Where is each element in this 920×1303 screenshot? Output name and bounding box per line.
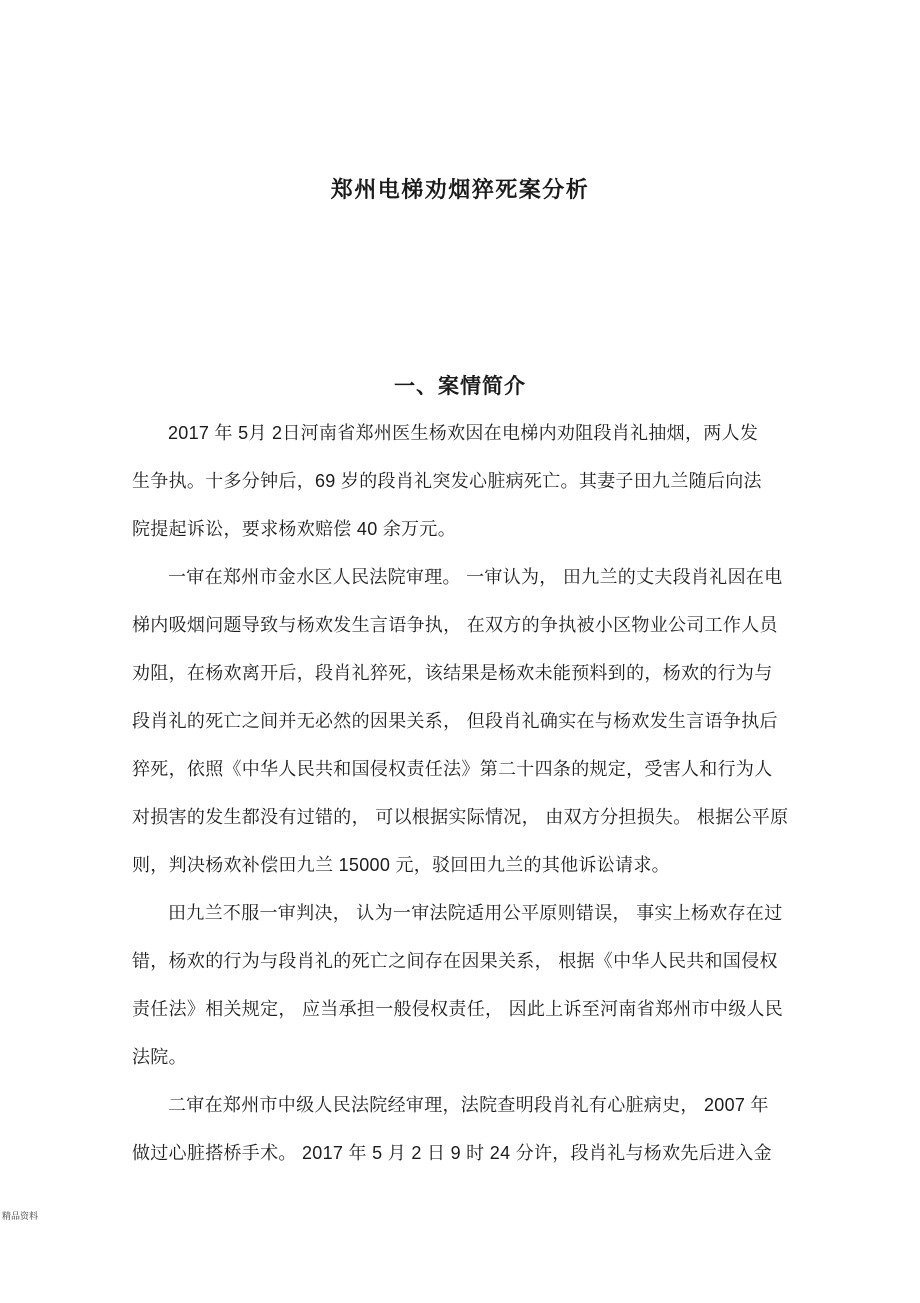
- body-line: 对损害的发生都没有过错的， 可以根据实际情况， 由双方分担损失。 根据公平原: [132, 807, 789, 827]
- document-body: [132, 421, 792, 1189]
- body-line: 错，杨欢的行为与段肖礼的死亡之间存在因果关系， 根据《中华人民共和国侵权: [132, 951, 778, 971]
- body-line: 责任法》相关规定， 应当承担一般侵权责任， 因此上诉至河南省郑州市中级人民: [132, 999, 784, 1019]
- body-line: 则，判决杨欢补偿田九兰 15000 元，驳回田九兰的其他诉讼请求。: [132, 855, 670, 875]
- footer-watermark: 精品资料: [2, 1211, 39, 1221]
- body-line: 田九兰不服一审判决， 认为一审法院适用公平原则错误， 事实上杨欢存在过: [168, 903, 783, 923]
- body-line: 劝阻，在杨欢离开后，段肖礼猝死，该结果是杨欢未能预料到的，杨欢的行为与: [132, 663, 773, 683]
- body-line: 二审在郑州市中级人民法院经审理，法院查明段肖礼有心脏病史， 2007 年: [168, 1095, 769, 1115]
- body-line: 法院。: [132, 1047, 187, 1067]
- section-heading: 一、案情简介: [394, 375, 526, 398]
- body-line: 院提起诉讼，要求杨欢赔偿 40 余万元。: [132, 519, 457, 539]
- document-title: 郑州电梯劝烟猝死案分析: [330, 177, 590, 202]
- body-line: 做过心脏搭桥手术。 2017 年 5 月 2 日 9 时 24 分许，段肖礼与杨欢先后进入金: [132, 1143, 772, 1163]
- body-line: 梯内吸烟问题导致与杨欢发生言语争执， 在双方的争执被小区物业公司工作人员: [132, 615, 778, 635]
- body-line: 2017 年 5月 2日河南省郑州医生杨欢因在电梯内劝阻段肖礼抽烟，两人发: [168, 423, 759, 443]
- body-line: 段肖礼的死亡之间并无必然的因果关系， 但段肖礼确实在与杨欢发生言语争执后: [132, 711, 778, 731]
- body-line: 猝死，依照《中华人民共和国侵权责任法》第二十四条的规定，受害人和行为人: [132, 759, 773, 779]
- body-line: 生争执。十多分钟后，69 岁的段肖礼突发心脏病死亡。其妻子田九兰随后向法: [132, 471, 762, 491]
- body-line: 一审在郑州市金水区人民法院审理。 一审认为， 田九兰的丈夫段肖礼因在电: [168, 567, 783, 587]
